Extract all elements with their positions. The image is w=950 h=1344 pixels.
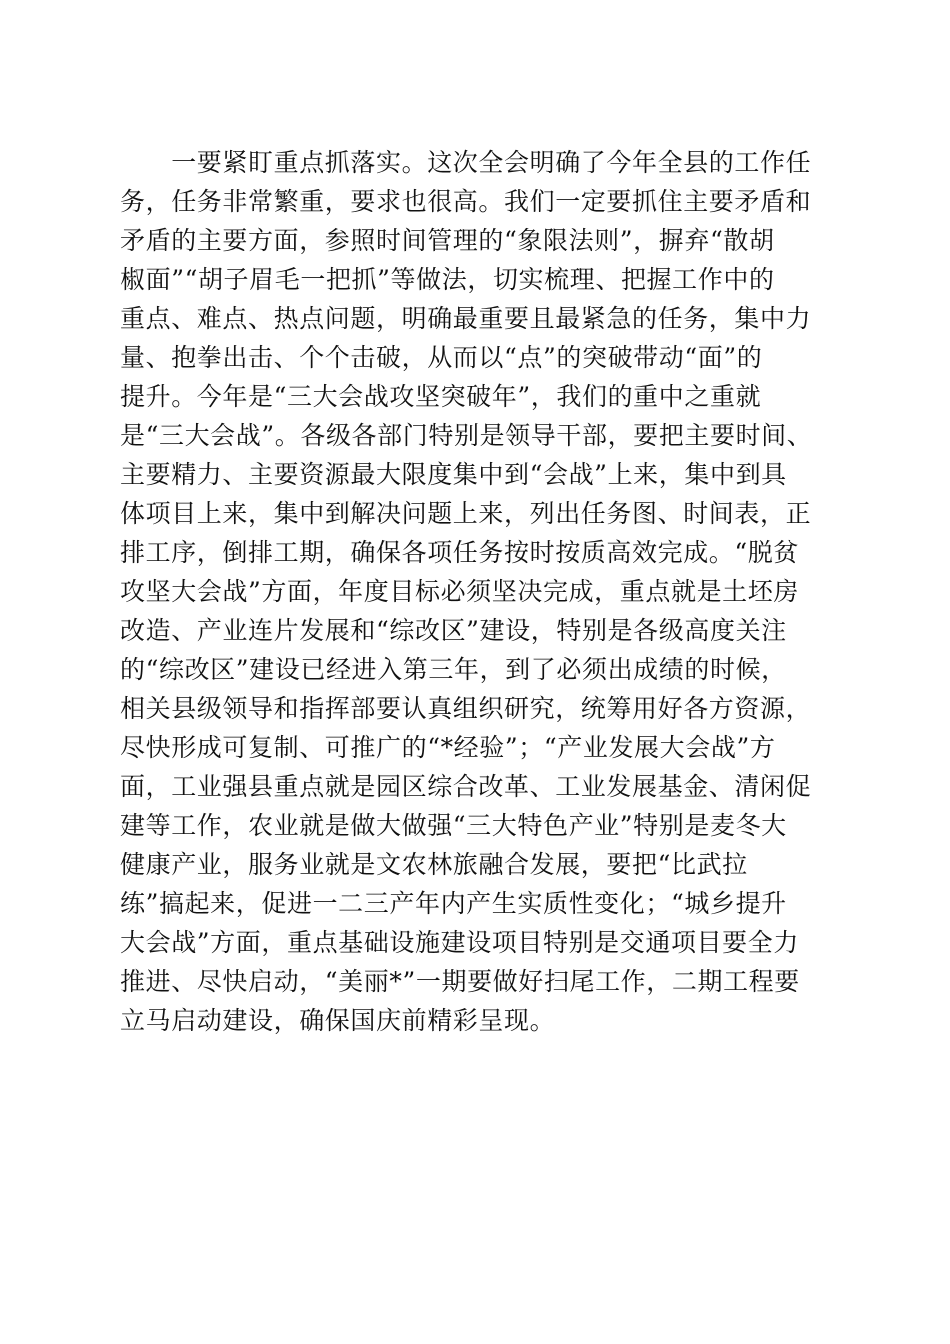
- text-line: 重点、难点、热点问题，明确最重要且最紧急的任务，集中力: [120, 304, 812, 333]
- text-line: 攻坚大会战”方面，年度目标必须坚决完成，重点就是土坯房: [120, 577, 799, 606]
- text-line: 推进、尽快启动，“美丽*”一期要做好扫尾工作，二期工程要: [120, 967, 800, 996]
- text-line: 改造、产业连片发展和“综改区”建设，特别是各级高度关注: [120, 616, 787, 645]
- text-line: 是“三大会战”。各级各部门特别是领导干部，要把主要时间、: [120, 421, 813, 450]
- text-line: 立马启动建设，确保国庆前精彩呈现。: [120, 1006, 556, 1035]
- text-line: 练”搞起来，促进一二三产年内产生实质性变化；“城乡提升: [120, 889, 787, 918]
- text-line: 的“综改区”建设已经进入第三年，到了必须出成绩的时候，: [120, 655, 787, 684]
- text-line: 面，工业强县重点就是园区综合改革、工业发展基金、清闲促: [120, 772, 812, 801]
- text-line: 椒面”“胡子眉毛一把抓”等做法，切实梳理、把握工作中的: [120, 265, 775, 294]
- text-line: 排工序，倒排工期，确保各项任务按时按质高效完成。“脱贫: [120, 538, 799, 567]
- text-line: 健康产业，服务业就是文农林旅融合发展，要把“比武拉: [120, 850, 748, 879]
- text-line: 主要精力、主要资源最大限度集中到“会战”上来，集中到具: [120, 460, 787, 489]
- text-line: 矛盾的主要方面，参照时间管理的“象限法则”，摒弃“散胡: [120, 226, 775, 255]
- text-line: 体项目上来，集中到解决问题上来，列出任务图、时间表，正: [120, 499, 812, 528]
- text-line: 相关县级领导和指挥部要认真组织研究，统筹用好各方资源，: [120, 694, 812, 723]
- text-line: 尽快形成可复制、可推广的“*经验”；“产业发展大会战”方: [120, 733, 776, 762]
- text-line: 务，任务非常繁重，要求也很高。我们一定要抓住主要矛盾和: [120, 187, 812, 216]
- body-paragraph: [120, 143, 840, 1040]
- text-line: 提升。今年是“三大会战攻坚突破年”，我们的重中之重就: [120, 382, 762, 411]
- text-line: 一要紧盯重点抓落实。这次全会明确了今年全县的工作任: [120, 148, 812, 177]
- text-line: 量、抱拳出击、个个击破，从而以“点”的突破带动“面”的: [120, 343, 763, 372]
- text-line: 建等工作，农业就是做大做强“三大特色产业”特别是麦冬大: [120, 811, 787, 840]
- text-line: 大会战”方面，重点基础设施建设项目特别是交通项目要全力: [120, 928, 799, 957]
